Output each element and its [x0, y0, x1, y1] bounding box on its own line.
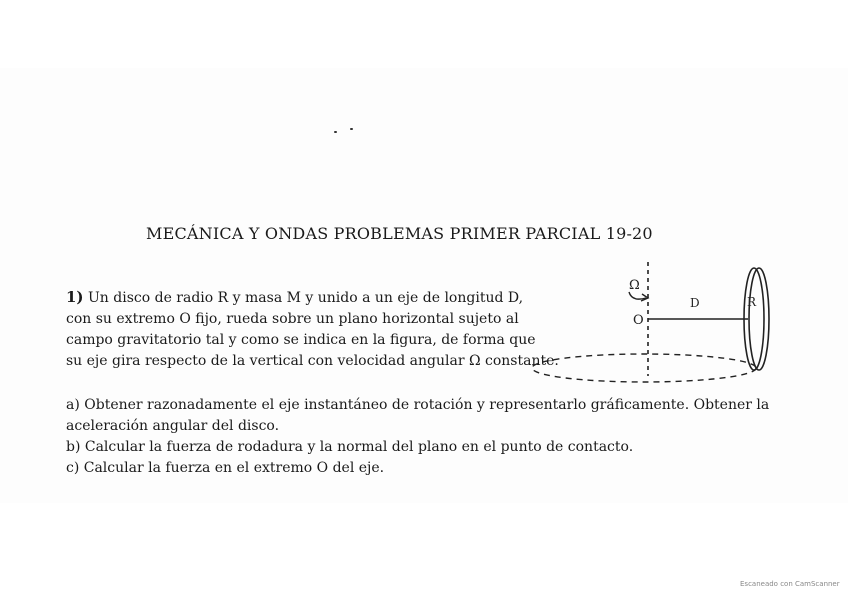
- question-item: aceleración angular del disco.: [66, 418, 280, 434]
- problem-line: [66, 287, 536, 309]
- radius-label: R: [747, 295, 757, 309]
- length-label: D: [690, 296, 700, 310]
- problem-statement: [66, 287, 559, 372]
- problem-text: Un disco de radio R y masa M y unido a un eje de longitud D,: [83, 290, 524, 306]
- disc-diagram: [528, 256, 778, 391]
- problem-line: con su extremo O fijo, rueda sobre un plano horizontal sujeto al: [66, 311, 519, 327]
- omega-label: Ω: [629, 278, 640, 293]
- scan-speck: [334, 131, 337, 133]
- arrow-head-icon: [641, 294, 648, 301]
- origin-label: O: [633, 313, 644, 328]
- scanner-watermark: Escaneado con CamScanner: [740, 580, 840, 588]
- question-list: [66, 395, 786, 479]
- rolling-path: [532, 354, 756, 382]
- page-title: MECÁNICA Y ONDAS PROBLEMAS PRIMER PARCIAL 19-20: [146, 224, 653, 243]
- problem-line: campo gravitatorio tal y como se indica en la figura, de forma que: [66, 332, 536, 348]
- disc-edge: [749, 268, 769, 370]
- question-item: a) Obtener razonadamente el eje instantáneo de rotación y representarlo gráficamente. Obtener la: [66, 397, 770, 413]
- question-item: c) Calcular la fuerza en el extremo O del eje.: [66, 460, 385, 476]
- problem-line: su eje gira respecto de la vertical con velocidad angular Ω constante.: [66, 353, 559, 369]
- problem-number: 1): [66, 288, 84, 306]
- scan-speck: [350, 128, 353, 130]
- question-item: b) Calcular la fuerza de rodadura y la normal del plano en el punto de contacto.: [66, 439, 634, 455]
